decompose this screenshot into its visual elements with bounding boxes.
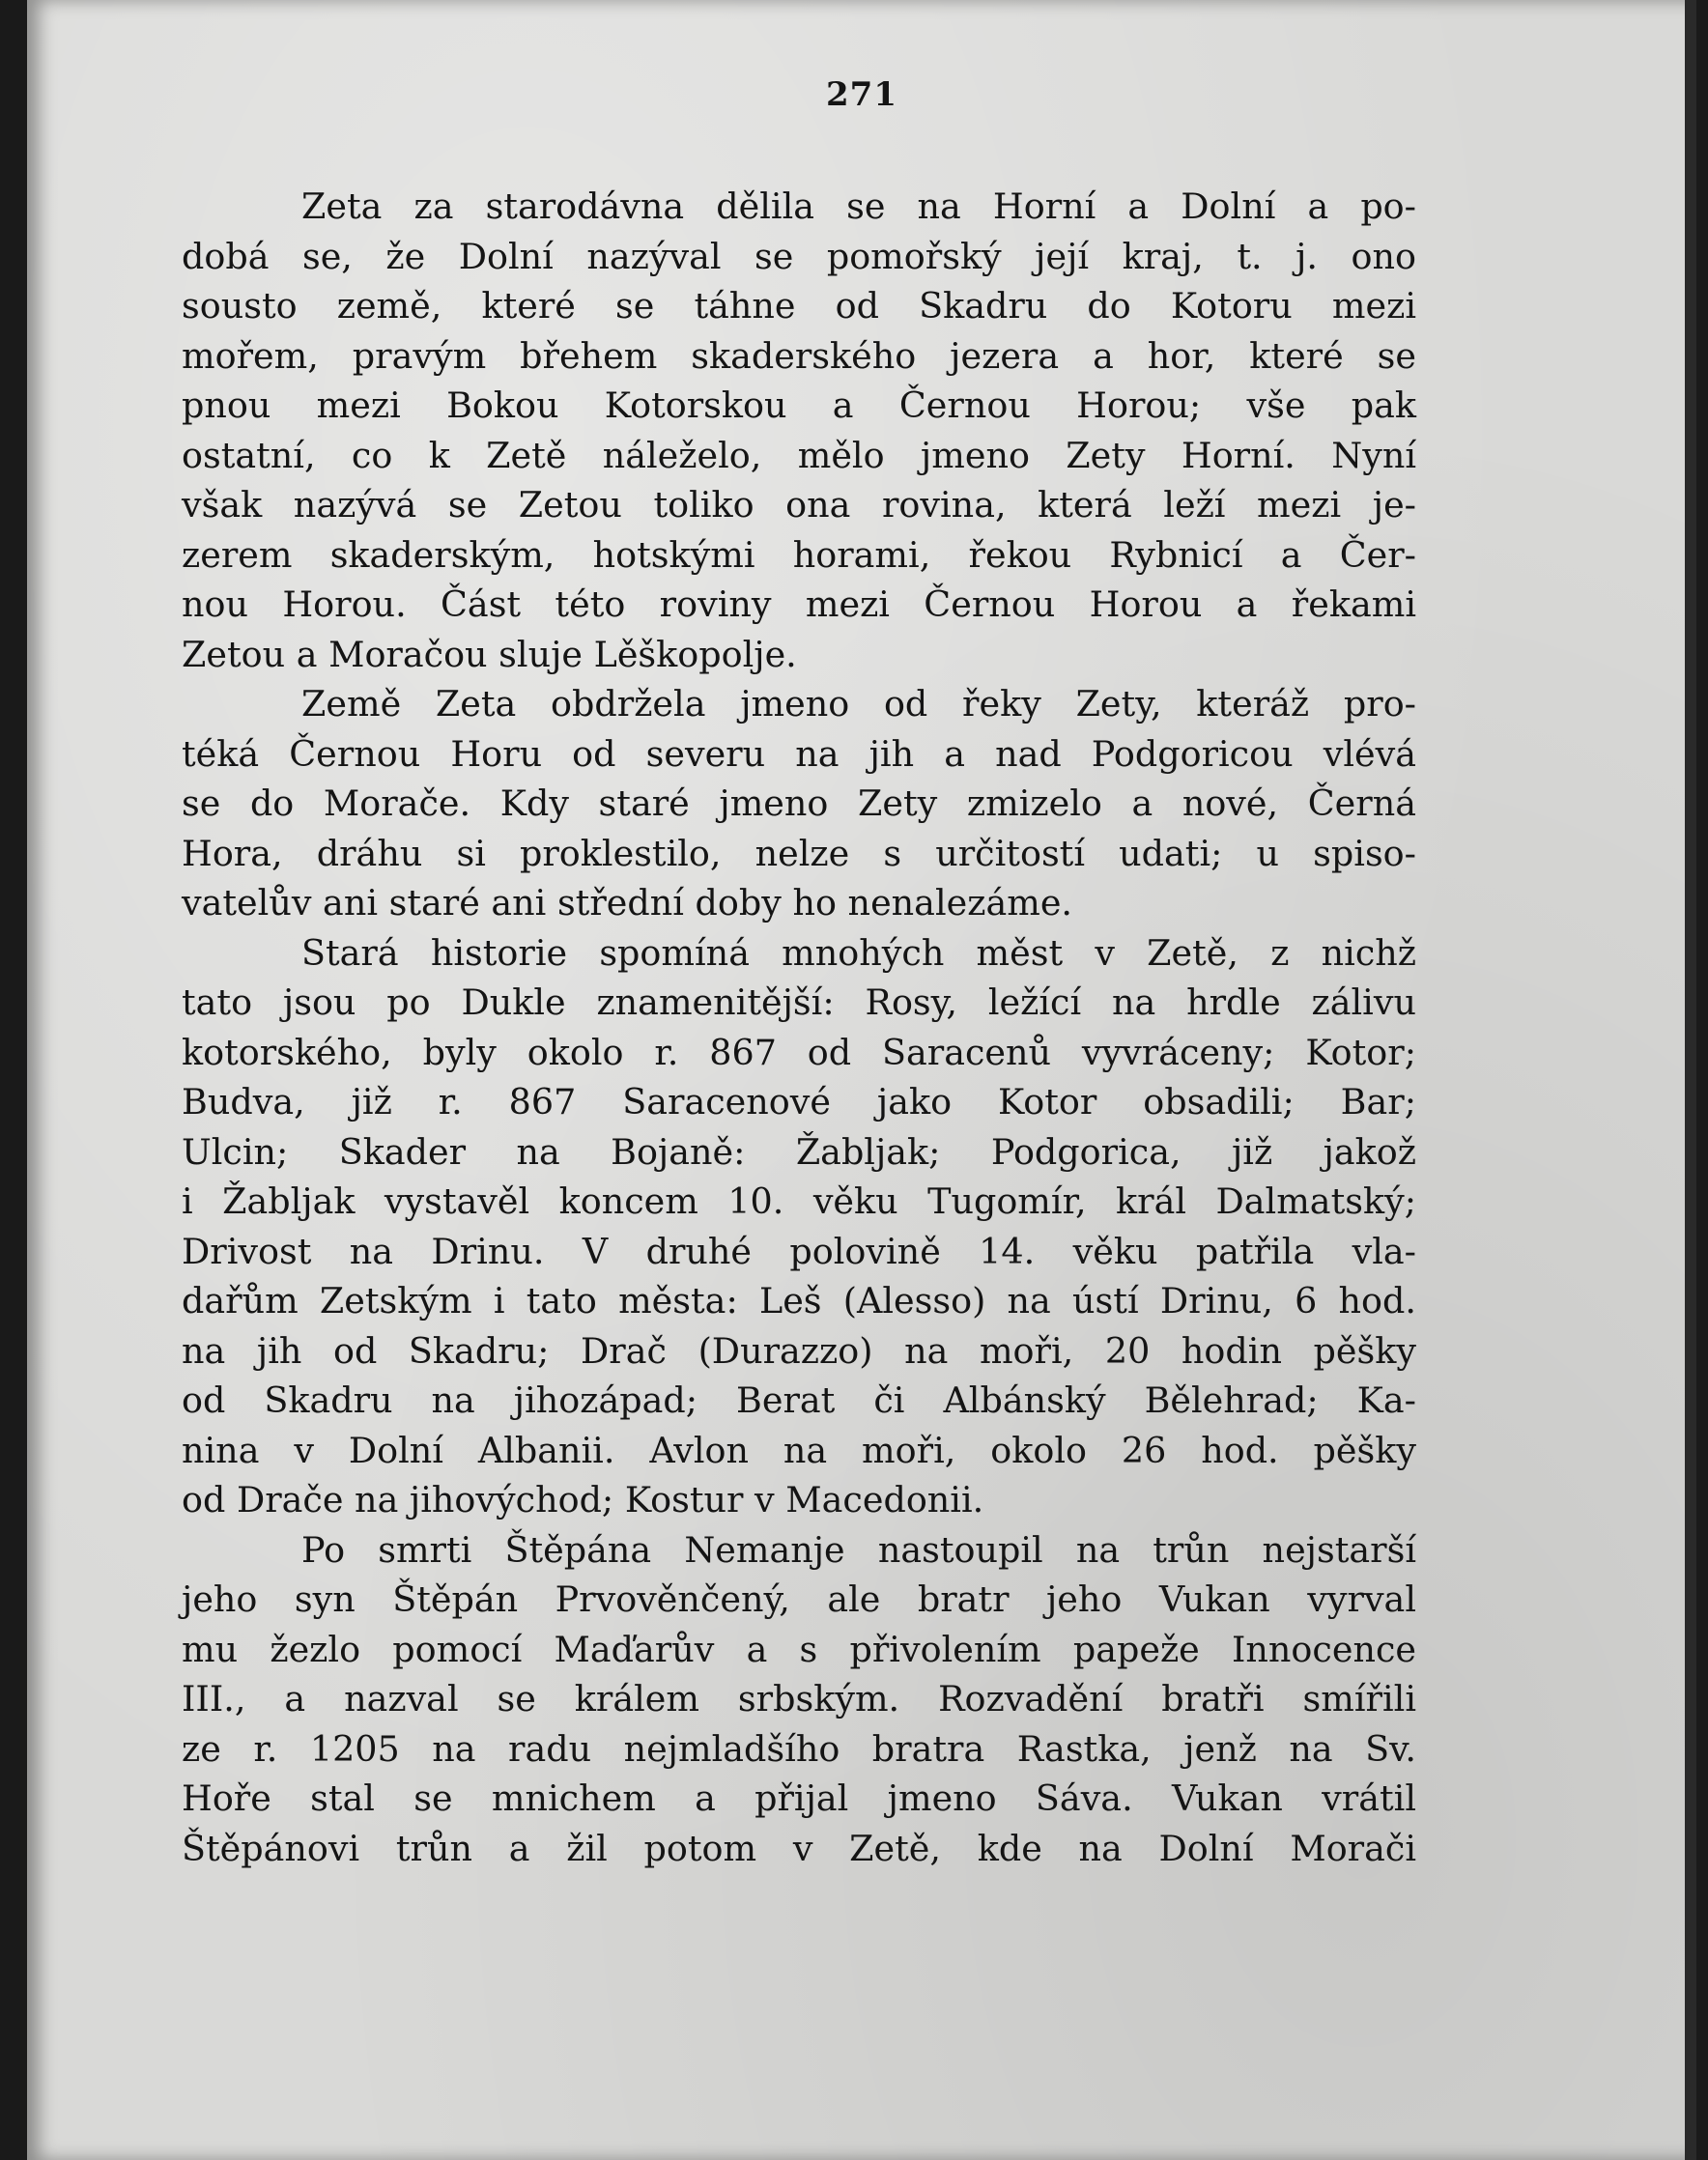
text-line: tato jsou po Dukle znamenitější: Rosy, ležící na hrdle zálivu bbox=[182, 981, 1416, 1023]
text-line: jeho syn Štěpán Prvověnčený, ale bratr jeho Vukan vyrval bbox=[182, 1578, 1416, 1620]
text-line: Ulcin; Skader na Bojaně: Žabljak; Podgorica, již jakož bbox=[182, 1130, 1416, 1173]
text-line: od Drače na jihovýchod; Kostur v Macedonii. bbox=[182, 1479, 984, 1521]
text-line: na jih od Skadru; Drač (Durazzo) na moři, 20 hodin pěšky bbox=[182, 1329, 1416, 1372]
text-line: III., a nazval se králem srbským. Rozvadění bratři smířili bbox=[182, 1678, 1416, 1719]
text-line: nina v Dolní Albanii. Avlon na moři, okolo 26 hod. pěšky bbox=[182, 1429, 1416, 1471]
text-line: Po smrti Štěpána Nemanje nastoupil na trůn nejstarší bbox=[301, 1528, 1416, 1571]
text-line: vatelův ani staré ani střední doby ho nenalezáme. bbox=[182, 882, 1073, 924]
text-line: dobá se, že Dolní nazýval se pomořský její kraj, t. j. ono bbox=[182, 235, 1416, 277]
text-line: se do Morače. Kdy staré jmeno Zety zmizelo a nové, Černá bbox=[182, 782, 1416, 824]
text-line: mořem, pravým břehem skaderského jezera a hor, které se bbox=[182, 334, 1416, 377]
text-line: Stará historie spomíná mnohých měst v Zetě, z nichž bbox=[301, 931, 1416, 974]
page-number: 271 bbox=[826, 75, 897, 114]
text-line: ostatní, co k Zetě náleželo, mělo jmeno Zety Horní. Nyní bbox=[182, 434, 1416, 476]
text-line: i Žabljak vystavěl koncem 10. věku Tugomír, král Dalmatský; bbox=[182, 1180, 1416, 1222]
text-line: však nazývá se Zetou toliko ona rovina, která leží mezi je- bbox=[182, 484, 1416, 526]
text-line: kotorského, byly okolo r. 867 od Saracenů vyvráceny; Kotor; bbox=[182, 1031, 1416, 1073]
text-line: Štěpánovi trůn a žil potom v Zetě, kde na Dolní Morači bbox=[182, 1827, 1416, 1869]
book-page bbox=[27, 0, 1696, 2160]
text-line: Drivost na Drinu. V druhé polovině 14. věku patřila vla- bbox=[182, 1230, 1416, 1272]
text-line: Hoře stal se mnichem a přijal jmeno Sáva. Vukan vrátil bbox=[182, 1777, 1416, 1819]
text-line: téká Černou Horu od severu na jih a nad Podgoricou vlévá bbox=[182, 732, 1416, 775]
text-line: Budva, již r. 867 Saracenové jako Kotor obsadili; Bar; bbox=[182, 1081, 1416, 1123]
text-line: sousto země, které se táhne od Skadru do Kotoru mezi bbox=[182, 285, 1416, 327]
text-line: dařům Zetským i tato města: Leš (Alesso) na ústí Drinu, 6 hod. bbox=[182, 1280, 1416, 1322]
text-line: Země Zeta obdržela jmeno od řeky Zety, kteráž pro- bbox=[301, 683, 1416, 725]
text-line: od Skadru na jihozápad; Berat či Albánský Bělehrad; Ka- bbox=[182, 1379, 1416, 1421]
text-line: ze r. 1205 na radu nejmladšího bratra Rastka, jenž na Sv. bbox=[182, 1727, 1416, 1770]
text-line: Zeta za starodávna dělila se na Horní a Dolní a po- bbox=[301, 185, 1416, 227]
text-line: nou Horou. Část této roviny mezi Černou Horou a řekami bbox=[182, 583, 1416, 625]
text-line: mu žezlo pomocí Maďarův a s přivolením papeže Innocence bbox=[182, 1628, 1416, 1670]
text-line: Zetou a Moračou sluje Lěškopolje. bbox=[182, 633, 797, 675]
text-line: Hora, dráhu si proklestilo, nelze s určitostí udati; u spiso- bbox=[182, 832, 1416, 874]
page-text bbox=[182, 182, 1416, 1873]
text-line: pnou mezi Bokou Kotorskou a Černou Horou; vše pak bbox=[182, 384, 1416, 426]
scan-edge bbox=[1685, 0, 1696, 2160]
text-line: zerem skaderským, hotskými horami, řekou Rybnicí a Čer- bbox=[182, 533, 1416, 576]
